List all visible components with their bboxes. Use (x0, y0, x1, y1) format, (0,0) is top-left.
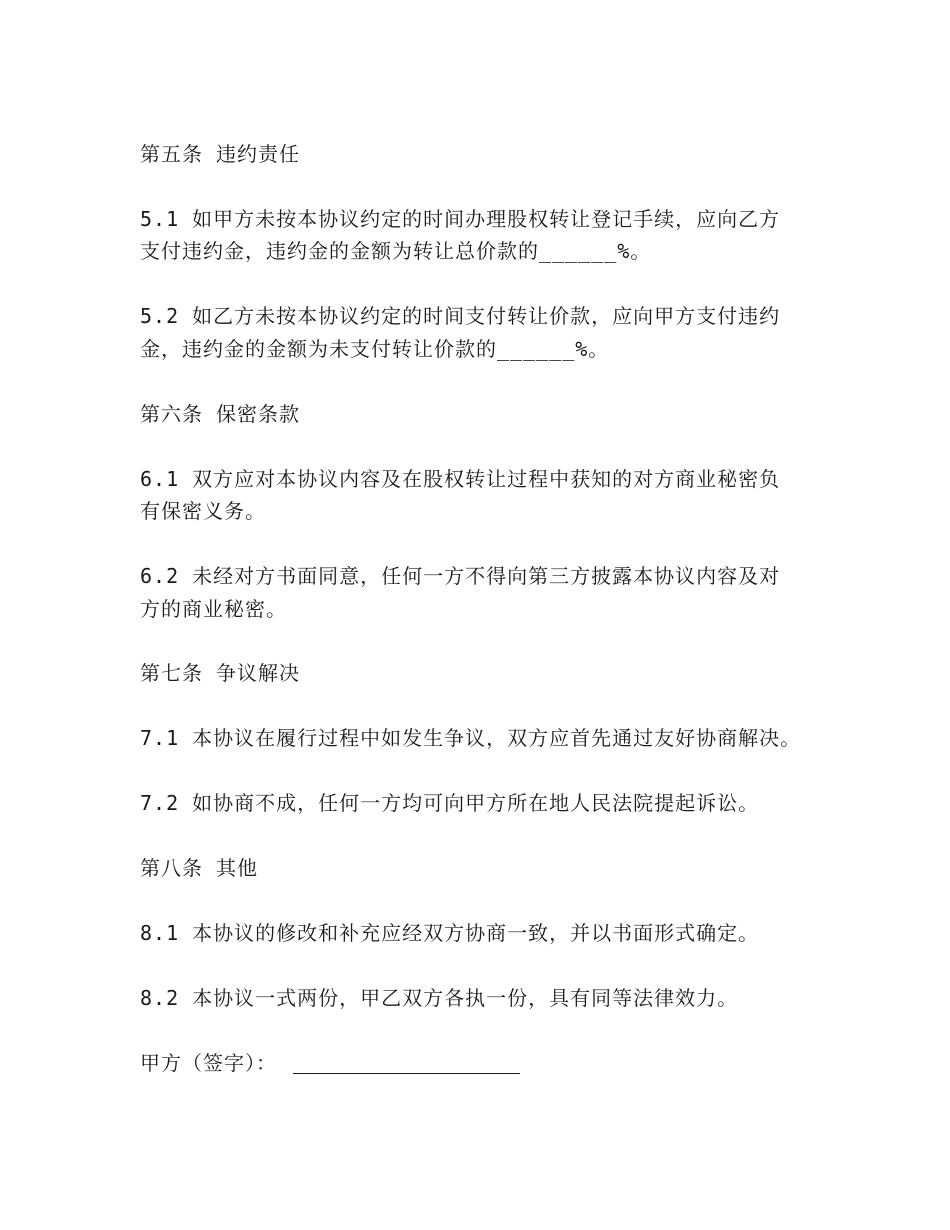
article-5-heading: 第五条 违约责任 (140, 142, 301, 166)
article-8-heading: 第八条 其他 (140, 856, 259, 880)
clause-6-1-line-1: 6.1 双方应对本协议内容及在股权转让过程中获知的对方商业秘密负 (140, 467, 781, 491)
clause-6-2-line-1: 6.2 未经对方书面同意，任何一方不得向第三方披露本协议内容及对 (140, 564, 781, 588)
article-6-heading: 第六条 保密条款 (140, 402, 301, 426)
clause-8-1: 8.1 本协议的修改和补充应经双方协商一致，并以书面形式确定。 (140, 921, 760, 945)
clause-5-2-line-1: 5.2 如乙方未按本协议约定的时间支付转让价款，应向甲方支付违约 (140, 304, 781, 328)
party-a-signature-line (293, 1073, 520, 1074)
clause-8-2: 8.2 本协议一式两份，甲乙双方各执一份，具有同等法律效力。 (140, 986, 739, 1010)
clause-5-1-line-2: 支付违约金，违约金的金额为转让总价款的______%。 (140, 239, 652, 263)
article-7-heading: 第七条 争议解决 (140, 661, 301, 685)
clause-6-2-line-2: 方的商业秘密。 (140, 597, 287, 621)
clause-7-2: 7.2 如协商不成，任何一方均可向甲方所在地人民法院提起诉讼。 (140, 791, 760, 815)
clause-7-1: 7.1 本协议在履行过程中如发生争议，双方应首先通过友好协商解决。 (140, 726, 802, 750)
clause-6-1-line-2: 有保密义务。 (140, 499, 266, 523)
clause-5-2-line-2: 金，违约金的金额为未支付转让价款的______%。 (140, 337, 610, 361)
party-a-signature-label: 甲方（签字）： (140, 1051, 277, 1075)
clause-5-1-line-1: 5.1 如甲方未按本协议约定的时间办理股权转让登记手续，应向乙方 (140, 207, 781, 231)
